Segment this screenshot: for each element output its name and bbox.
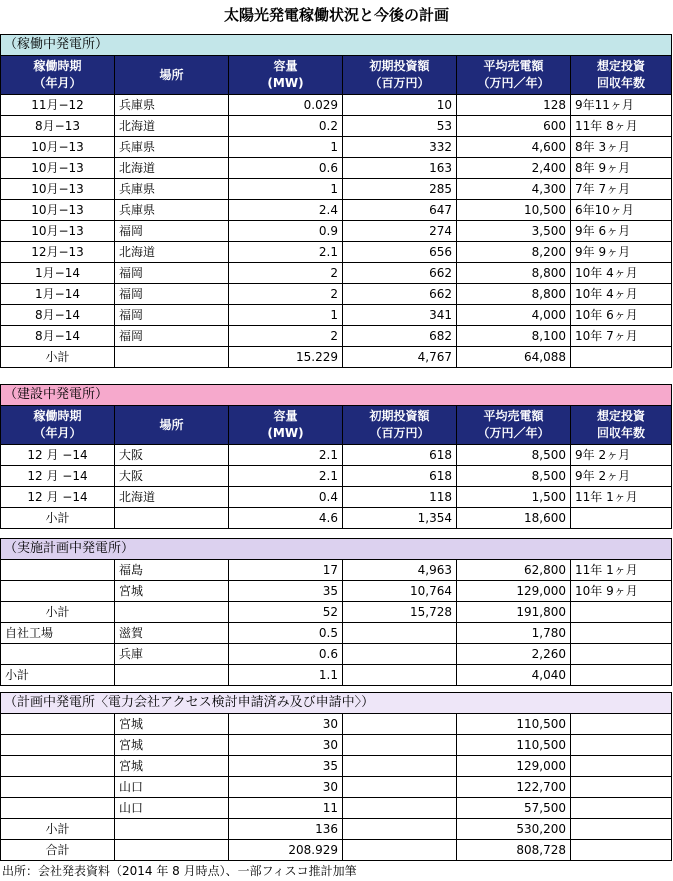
table-cell: 4,963: [343, 560, 457, 581]
table-cell: 35: [229, 756, 343, 777]
table-cell: [571, 819, 672, 840]
table-cell: 2,400: [457, 158, 571, 179]
table-cell: 10年 4ヶ月: [571, 284, 672, 305]
table-cell: 9年 2ヶ月: [571, 445, 672, 466]
table-cell: 4,040: [457, 665, 571, 686]
table-cell: 北海道: [115, 158, 229, 179]
table-cell: [343, 714, 457, 735]
table-cell: 1: [229, 137, 343, 158]
table-cell: 福岡: [115, 263, 229, 284]
table-cell: 福岡: [115, 221, 229, 242]
table-cell: [343, 798, 457, 819]
table-cell: 57,500: [457, 798, 571, 819]
table-cell: 8,100: [457, 326, 571, 347]
table-row: [1, 735, 672, 756]
table-row: [1, 560, 672, 581]
table-cell: 17: [229, 560, 343, 581]
table-row: [1, 347, 672, 368]
table-cell: 2.4: [229, 200, 343, 221]
table-cell: 618: [343, 445, 457, 466]
table-cell: [571, 665, 672, 686]
table-cell: 12月−13: [1, 242, 115, 263]
table-cell: [343, 840, 457, 861]
table-cell: 136: [229, 819, 343, 840]
table-cell: [1, 714, 115, 735]
table-cell: 4,767: [343, 347, 457, 368]
column-header: 平均売電額 （万円／年）: [457, 406, 571, 445]
table-cell: [115, 819, 229, 840]
table-cell: [1, 644, 115, 665]
table-cell: 10月−13: [1, 200, 115, 221]
column-header-row: [1, 56, 672, 95]
table-cell: 18,600: [457, 508, 571, 529]
table-cell: 2: [229, 263, 343, 284]
table-cell: 2.1: [229, 242, 343, 263]
table-cell: 191,800: [457, 602, 571, 623]
table-cell: 110,500: [457, 735, 571, 756]
table-cell: 11年 1ヶ月: [571, 560, 672, 581]
section-header: （稼働中発電所）: [1, 35, 672, 56]
table-row: [1, 466, 672, 487]
table-cell: 兵庫県: [115, 179, 229, 200]
table-cell: 1月−14: [1, 284, 115, 305]
table-cell: [571, 840, 672, 861]
table-cell: 128: [457, 95, 571, 116]
table-cell: 0.5: [229, 623, 343, 644]
table-cell: 7年 7ヶ月: [571, 179, 672, 200]
column-header: 初期投資額 （百万円）: [343, 56, 457, 95]
table-cell: 35: [229, 581, 343, 602]
table-row: [1, 284, 672, 305]
table-cell: 1.1: [229, 665, 343, 686]
table-row: [1, 644, 672, 665]
table-cell: 8月−14: [1, 326, 115, 347]
table-row: [1, 326, 672, 347]
table-row: [1, 242, 672, 263]
table-row: [1, 445, 672, 466]
table-cell: [343, 819, 457, 840]
table-cell: 4,600: [457, 137, 571, 158]
table-cell: 小計: [1, 665, 115, 686]
column-header: 容量 (MW): [229, 406, 343, 445]
table-cell: 808,728: [457, 840, 571, 861]
table-cell: 10: [343, 95, 457, 116]
table-cell: 11: [229, 798, 343, 819]
table-cell: 0.029: [229, 95, 343, 116]
column-header: 想定投資 回収年数: [571, 56, 672, 95]
table-cell: 福岡: [115, 284, 229, 305]
table-cell: 10,764: [343, 581, 457, 602]
table-cell: [343, 756, 457, 777]
page-title: 太陽光発電稼働状況と今後の計画: [223, 6, 449, 24]
table-cell: 2.1: [229, 466, 343, 487]
table-cell: 宮城: [115, 756, 229, 777]
column-header: 稼働時期 （年月）: [1, 56, 115, 95]
table-cell: [343, 665, 457, 686]
table-row: [1, 777, 672, 798]
table-cell: 兵庫県: [115, 137, 229, 158]
column-header: 想定投資 回収年数: [571, 406, 672, 445]
table-row: [1, 508, 672, 529]
table-cell: 山口: [115, 798, 229, 819]
table-cell: 618: [343, 466, 457, 487]
table-cell: 647: [343, 200, 457, 221]
table-cell: 北海道: [115, 116, 229, 137]
table-cell: 8,500: [457, 466, 571, 487]
table-cell: 福島: [115, 560, 229, 581]
table-cell: [1, 735, 115, 756]
table-cell: 8月−13: [1, 116, 115, 137]
table-row: [1, 200, 672, 221]
table-cell: 10,500: [457, 200, 571, 221]
table-cell: 12 月 −14: [1, 487, 115, 508]
table-cell: 0.2: [229, 116, 343, 137]
table-cell: 4,000: [457, 305, 571, 326]
table-cell: 山口: [115, 777, 229, 798]
table-row: [1, 137, 672, 158]
column-header: 容量 (MW): [229, 56, 343, 95]
table-cell: 8,500: [457, 445, 571, 466]
column-header-row: [1, 406, 672, 445]
table-row: [1, 714, 672, 735]
table-cell: [115, 602, 229, 623]
table-cell: 10月−13: [1, 179, 115, 200]
table-cell: 12 月 −14: [1, 466, 115, 487]
table-cell: 1: [229, 305, 343, 326]
table-cell: 9年 2ヶ月: [571, 466, 672, 487]
table-cell: 合計: [1, 840, 115, 861]
table-cell: 10年 6ヶ月: [571, 305, 672, 326]
table-cell: [571, 508, 672, 529]
table-row: [1, 179, 672, 200]
table-cell: [115, 665, 229, 686]
table-cell: 0.4: [229, 487, 343, 508]
table-row: [1, 819, 672, 840]
table-cell: 1,500: [457, 487, 571, 508]
operating-plants-table: [0, 34, 672, 368]
source-note: 出所：会社発表資料（2014 年 8 月時点）、一部フィスコ推計加筆: [2, 864, 357, 878]
table-cell: 274: [343, 221, 457, 242]
table-cell: [571, 735, 672, 756]
table-cell: 30: [229, 735, 343, 756]
column-header: 場所: [115, 406, 229, 445]
table-cell: 30: [229, 714, 343, 735]
table-cell: 兵庫: [115, 644, 229, 665]
table-row: [1, 623, 672, 644]
table-cell: 1,780: [457, 623, 571, 644]
table-cell: [571, 714, 672, 735]
table-cell: 8,800: [457, 284, 571, 305]
table-cell: 1,354: [343, 508, 457, 529]
table-cell: 小計: [1, 347, 115, 368]
table-cell: 8年 3ヶ月: [571, 137, 672, 158]
table-cell: 兵庫県: [115, 95, 229, 116]
table-cell: 15.229: [229, 347, 343, 368]
table-cell: [115, 508, 229, 529]
table-cell: 15,728: [343, 602, 457, 623]
table-cell: 1: [229, 179, 343, 200]
table-cell: 2: [229, 284, 343, 305]
table-cell: 10年 7ヶ月: [571, 326, 672, 347]
table-cell: 0.9: [229, 221, 343, 242]
table-cell: 宮城: [115, 581, 229, 602]
table-row: [1, 581, 672, 602]
table-cell: [115, 347, 229, 368]
table-cell: 53: [343, 116, 457, 137]
table-row: [1, 305, 672, 326]
table-cell: 宮城: [115, 714, 229, 735]
table-cell: 2,260: [457, 644, 571, 665]
table-cell: 682: [343, 326, 457, 347]
table-row: [1, 263, 672, 284]
table-row: [1, 221, 672, 242]
planned-access-plants-table: [0, 692, 672, 861]
table-cell: 12 月 −14: [1, 445, 115, 466]
table-cell: 118: [343, 487, 457, 508]
table-cell: 129,000: [457, 756, 571, 777]
table-cell: 北海道: [115, 487, 229, 508]
table-row: [1, 602, 672, 623]
table-cell: 10月−13: [1, 158, 115, 179]
section-header: （建設中発電所）: [1, 385, 672, 406]
table-row: [1, 840, 672, 861]
table-cell: 兵庫県: [115, 200, 229, 221]
table-cell: 122,700: [457, 777, 571, 798]
construction-plants-table: [0, 384, 672, 529]
table-cell: 滋賀: [115, 623, 229, 644]
column-header: 平均売電額 （万円／年）: [457, 56, 571, 95]
table-cell: 10年 9ヶ月: [571, 581, 672, 602]
table-cell: 小計: [1, 819, 115, 840]
table-cell: 2.1: [229, 445, 343, 466]
table-cell: 129,000: [457, 581, 571, 602]
table-cell: 9年11ヶ月: [571, 95, 672, 116]
table-cell: [571, 347, 672, 368]
table-cell: 10年 4ヶ月: [571, 263, 672, 284]
table-cell: [571, 756, 672, 777]
table-cell: 64,088: [457, 347, 571, 368]
table-cell: 小計: [1, 508, 115, 529]
table-cell: 北海道: [115, 242, 229, 263]
column-header: 初期投資額 （百万円）: [343, 406, 457, 445]
table-cell: 11年 1ヶ月: [571, 487, 672, 508]
table-cell: 8年 9ヶ月: [571, 158, 672, 179]
table-row: [1, 756, 672, 777]
table-cell: 285: [343, 179, 457, 200]
table-cell: 宮城: [115, 735, 229, 756]
table-row: [1, 798, 672, 819]
table-row: [1, 665, 672, 686]
section-header: （計画中発電所〈電力会社アクセス検討申請済み及び申請中〉）: [1, 693, 672, 714]
table-cell: [343, 777, 457, 798]
table-cell: 大阪: [115, 445, 229, 466]
table-cell: 11月−12: [1, 95, 115, 116]
table-cell: 福岡: [115, 305, 229, 326]
table-cell: 10月−13: [1, 137, 115, 158]
table-cell: 163: [343, 158, 457, 179]
table-cell: 110,500: [457, 714, 571, 735]
table-row: [1, 95, 672, 116]
table-row: [1, 116, 672, 137]
table-cell: [1, 777, 115, 798]
table-cell: 1月−14: [1, 263, 115, 284]
column-header: 稼働時期 （年月）: [1, 406, 115, 445]
table-cell: [571, 623, 672, 644]
table-cell: 4,300: [457, 179, 571, 200]
table-cell: [571, 798, 672, 819]
planning-plants-table: [0, 538, 672, 686]
table-cell: 30: [229, 777, 343, 798]
table-cell: 2: [229, 326, 343, 347]
table-cell: 52: [229, 602, 343, 623]
section-header: （実施計画中発電所）: [1, 539, 672, 560]
table-cell: 自社工場: [1, 623, 115, 644]
table-cell: 530,200: [457, 819, 571, 840]
table-cell: 662: [343, 284, 457, 305]
table-row: [1, 158, 672, 179]
table-cell: 208.929: [229, 840, 343, 861]
table-cell: 6年10ヶ月: [571, 200, 672, 221]
table-cell: 10月−13: [1, 221, 115, 242]
table-cell: 62,800: [457, 560, 571, 581]
table-cell: 656: [343, 242, 457, 263]
table-cell: 341: [343, 305, 457, 326]
table-cell: 600: [457, 116, 571, 137]
table-cell: 大阪: [115, 466, 229, 487]
table-cell: [1, 581, 115, 602]
table-cell: 小計: [1, 602, 115, 623]
table-cell: [343, 735, 457, 756]
column-header: 場所: [115, 56, 229, 95]
table-cell: [1, 756, 115, 777]
table-cell: 332: [343, 137, 457, 158]
table-cell: 福岡: [115, 326, 229, 347]
table-cell: [571, 602, 672, 623]
table-cell: 662: [343, 263, 457, 284]
table-cell: 8,800: [457, 263, 571, 284]
table-cell: 0.6: [229, 644, 343, 665]
table-cell: [343, 644, 457, 665]
table-cell: [1, 798, 115, 819]
table-cell: 11年 8ヶ月: [571, 116, 672, 137]
table-cell: [571, 644, 672, 665]
table-cell: 8,200: [457, 242, 571, 263]
table-cell: 9年 6ヶ月: [571, 221, 672, 242]
table-cell: [1, 560, 115, 581]
table-cell: [343, 623, 457, 644]
table-cell: 9年 9ヶ月: [571, 242, 672, 263]
table-row: [1, 487, 672, 508]
table-cell: 4.6: [229, 508, 343, 529]
table-cell: [115, 840, 229, 861]
table-cell: [571, 777, 672, 798]
table-cell: 3,500: [457, 221, 571, 242]
table-cell: 0.6: [229, 158, 343, 179]
table-cell: 8月−14: [1, 305, 115, 326]
